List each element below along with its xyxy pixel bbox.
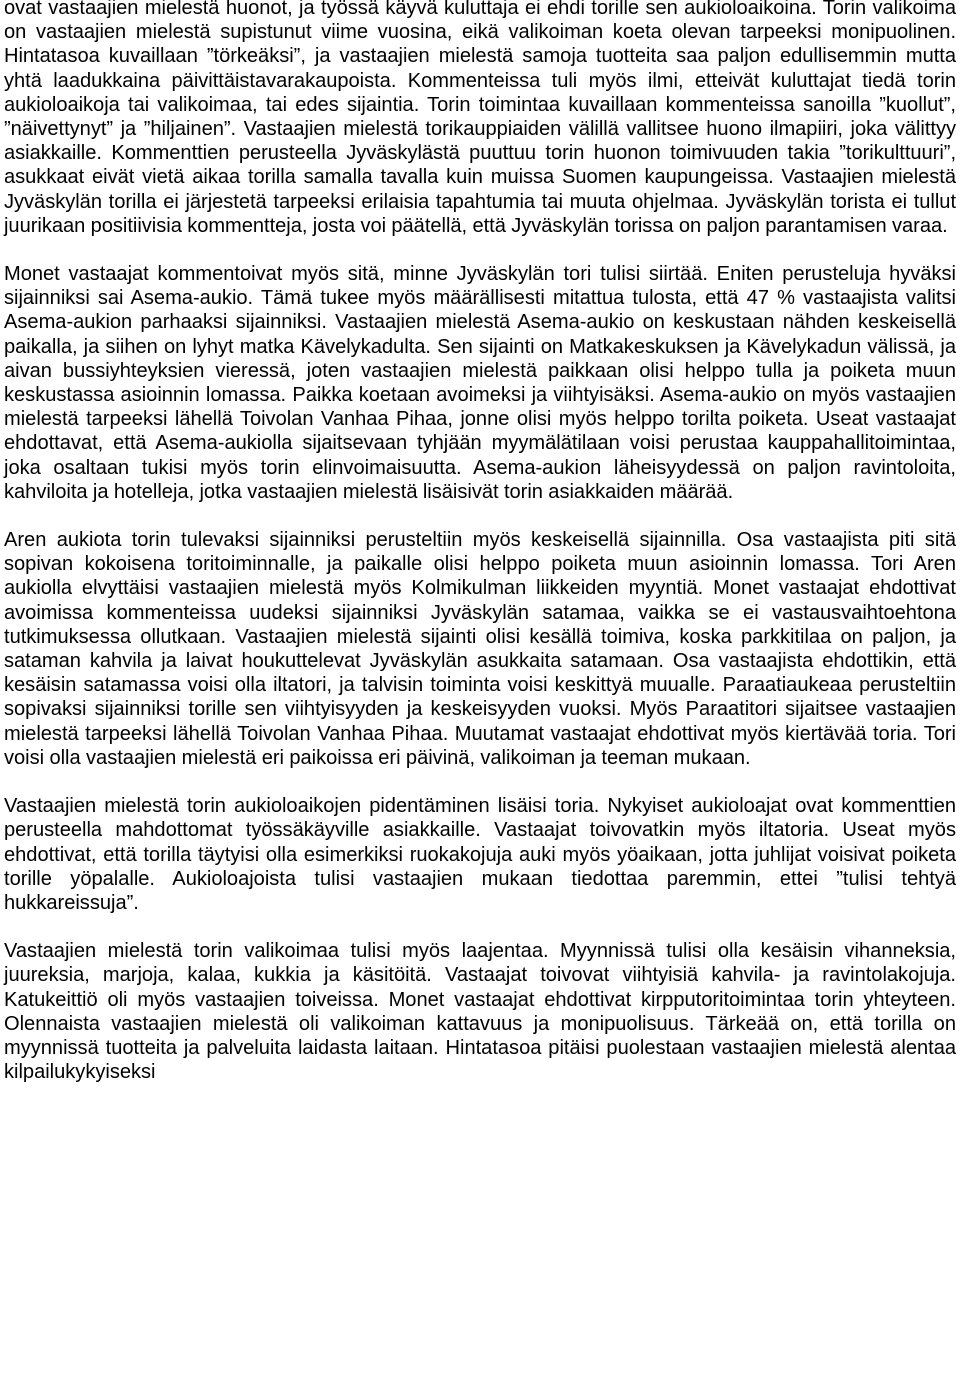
paragraph-spacer — [4, 238, 956, 262]
paragraph-valikoima: Vastaajien mielestä torin valikoimaa tulisi myös laajentaa. Myynnissä tulisi olla kesäisin vihanneksia, juureksia, marjoja, kalaa, kukkia ja käsitöitä. Vastaajat toivovat viihtyisiä kahvila- ja ravintolakojuja. Katukeittiö oli myös vastaajien toiveissa. Monet vastaajat ehdottivat kirpputoritoimintaa torin yhteyteen. Olennaista vastaajien mielestä oli valikoiman kattavuus ja monipuolisuus. Tärkeää on, että torilla on myynnissä tuotteita ja palveluita laidasta laitaan. Hintatasoa pitäisi puolestaan vastaajien mielestä alentaa kilpailukykyiseksi — [4, 940, 956, 1084]
paragraph-spacer — [4, 915, 956, 939]
paragraph-aren-aukio: Aren aukiota torin tulevaksi sijainniksi perusteltiin myös keskeisellä sijainnilla. Osa vastaajista piti sitä sopivan kokoisena toritoiminnalle, ja paikalle olisi helppo poiketa muun asioinnin lomassa. Tori Aren aukiolla elvyttäisi vastaajien mielestä myös Kolmikulman liikkeiden myyntiä. Monet vastaajat ehdottivat avoimissa kommenteissa uudeksi sijainniksi Jyväskylän satamaa, vaikka se ei vastausvaihtoehtona tutkimuksessa ollutkaan. Vastaajien mielestä sijainti olisi kesällä toimiva, koska parkkitilaa on paljon, ja sataman kahvila ja laivat houkuttelevat Jyväskylän asukkaita satamaan. Osa vastaajista ehdottikin, että kesäisin satamassa voisi olla iltatori, ja talvisin toiminta voisi keskittyä muualle. Paraatiaukeaa perusteltiin sopivaksi sijainniksi torille sen viihtyisyyden ja keskeisyyden vuoksi. Myös Paraatitori sijaitsee vastaajien mielestä tarpeeksi lähellä Toivolan Vanhaa Pihaa. Muutamat vastaajat ehdottivat myös kiertävää toria. Tori voisi olla vastaajien mielestä eri paikoissa eri päivinä, valikoiman ja teeman mukaan. — [4, 529, 956, 769]
paragraph-spacer — [4, 504, 956, 528]
paragraph-spacer — [4, 770, 956, 794]
paragraph-aukioloajat: Vastaajien mielestä torin aukioloaikojen pidentäminen lisäisi toria. Nykyiset aukioloajat ovat kommenttien perusteella mahdottomat työssäkäyville asiakkaille. Vastaajat toivovatkin myös iltatoria. Useat myös ehdottivat, että torilla täytyisi olla esimerkiksi ruokakojuja auki myös yöaikaan, jotta juhlijat voisivat poiketa torille yöpalalle. Aukioloajoista tulisi vastaajien mukaan tiedottaa paremmin, ettei ”tulisi tehtyä hukkareissuja”. — [4, 795, 956, 914]
paragraph-asema-aukio: Monet vastaajat kommentoivat myös sitä, minne Jyväskylän tori tulisi siirtää. Eniten perusteluja hyväksi sijainniksi sai Asema-aukio. Tämä tukee myös määrällisesti mitattua tulosta, että 47 % vastaajista valitsi Asema-aukion parhaaksi sijainniksi. Vastaajien mielestä Asema-aukio on keskustaan nähden keskeisellä paikalla, ja siihen on lyhyt matka Kävelykadulta. Sen sijainti on Matkakeskuksen ja Kävelykadun välissä, ja aivan bussiyhteyksien vieressä, joten vastaajien mielestä paikkaan olisi helppo tulla ja poiketa muun keskustassa asioinnin lomassa. Paikka koetaan avoimeksi ja viihtyisäksi. Asema-aukio on myös vastaajien mielestä tarpeeksi lähellä Toivolan Vanhaa Pihaa, jonne olisi myös helppo torilta poiketa. Useat vastaajat ehdottavat, että Asema-aukiolla sijaitsevaan tyhjään myymälätilaan voisi perustaa kauppahallitoimintaa, joka osaltaan tukisi myös torin elinvoimaisuutta. Asema-aukion läheisyydessä on paljon ravintoloita, kahviloita ja hotelleja, jotka vastaajien mielestä lisäisivät torin asiakkaiden määrää. — [4, 263, 956, 503]
paragraph-torin-nykytila: ovat vastaajien mielestä huonot, ja työssä käyvä kuluttaja ei ehdi torille sen aukioloaikoina. Torin valikoima on vastaajien mielestä supistunut viime vuosina, eikä valikoiman koeta olevan tarpeeksi monipuolinen. Hintatasoa kuvaillaan ”törkeäksi”, ja vastaajien mielestä samoja tuotteita saa paljon edullisemmin mutta yhtä laadukkaina päivittäistavarakaupoista. Kommenteissa tuli myös ilmi, etteivät kuluttajat tiedä torin aukioloaikoja tai valikoimaa, tai edes sijaintia. Torin toimintaa kuvaillaan kommenteissa sanoilla ”kuollut”, ”näivettynyt” ja ”hiljainen”. Vastaajien mielestä torikauppiaiden välillä vallitsee huono ilmapiiri, joka välittyy asiakkaille. Kommenttien perusteella Jyväskylästä puuttuu torin huonon toimivuuden takia ”torikulttuuri”, asukkaat eivät vietä aikaa torilla samalla tavalla kuin muissa Suomen kaupungeissa. Vastaajien mielestä Jyväskylän torilla ei järjestetä tarpeeksi erilaisia tapahtumia tai muuta ohjelmaa. Jyväskylän torista ei tullut juurikaan positiivisia kommentteja, josta voi päätellä, että Jyväskylän torissa on paljon parantamisen varaa. — [4, 0, 956, 237]
document-body — [4, 0, 956, 1084]
